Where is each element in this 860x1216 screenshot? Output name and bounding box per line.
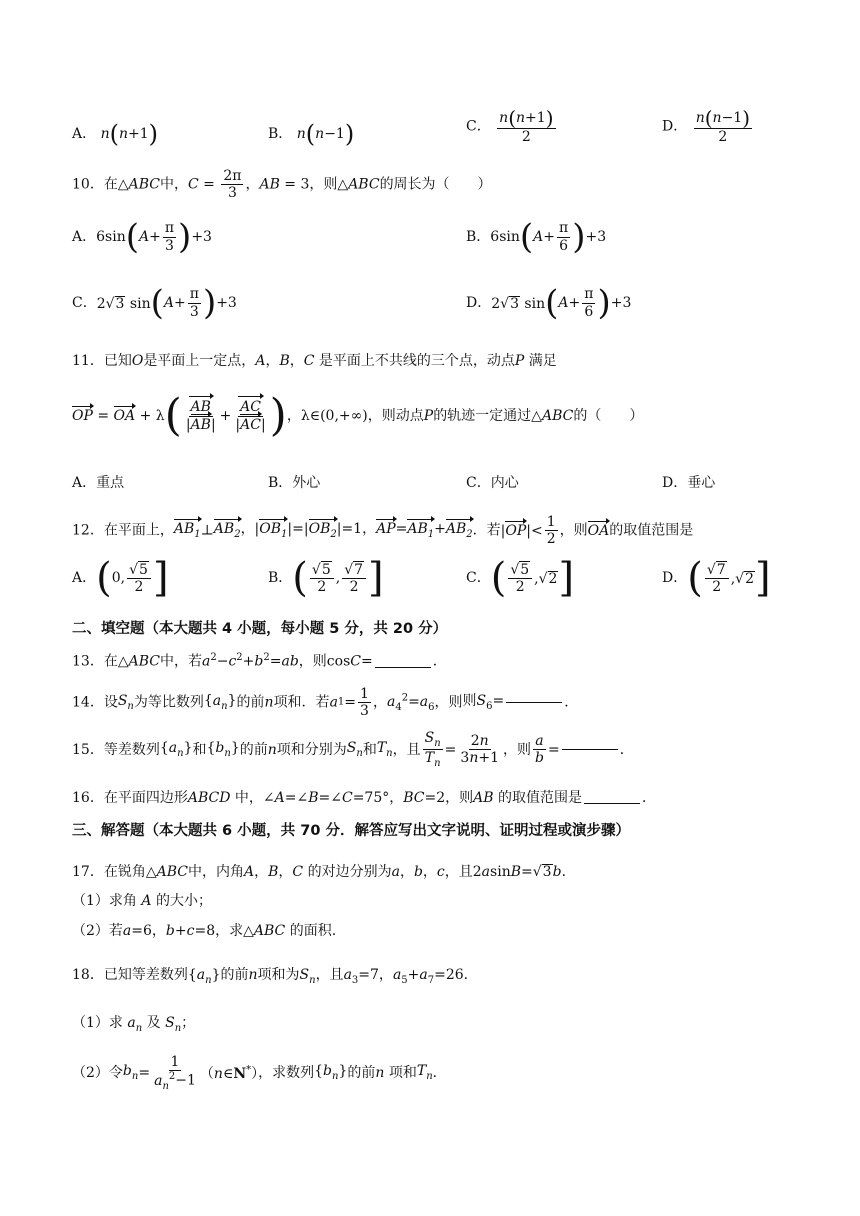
q10-options-cd <box>0 284 860 332</box>
q17: 17．在锐角△ABC中，内角A，B，C 的对边分别为a，b，c，且2asinB=√3b． （1）求角 A 的大小； （2）若a=6，b+c=8，求△ABC 的面积. <box>72 864 576 939</box>
q15-answer-blank[interactable] <box>562 749 618 750</box>
q12-option-c: C．( $\frac{√5}{2}$ ,√2] <box>466 555 575 601</box>
q12-option-a: A．(0, $\frac{√5}{2}$ ] <box>72 555 169 601</box>
q14: 14．设$S_n$为等比数列$\{a_n\}$的前n项和．若a1= $\frac{1}{3}$ ，$a_4^2=a_6$，则则$S_6=$ ． <box>72 686 579 720</box>
q10-option-b: B．6sin(A+ $\frac{\pi}{6}$ )+3 <box>466 217 607 257</box>
q11-option-a: A．重点 <box>72 475 125 491</box>
q9-option-d: D． $\frac{n(n-1)}{2}$ <box>662 106 751 145</box>
q18: 18．已知等差数列$\{a_n\}$的前n项和为$S_n$，且$a_3=7$，$a_5+a_7=26$． （1）求 $a_n$ 及 $S_n$； （2）令$b_n=$ $\frac{1}{a_n^2-1}$ （n∈N*），求数列$\{b_n\}$的前n 项和$T_n$． <box>72 967 478 1092</box>
q10-option-c: C．2√3 sin(A+ $\frac{\pi}{3}$ )+3 <box>72 283 237 323</box>
q11-stem-line2: OP = OA + λ( $\frac{AB}{|AB|}$ + $\frac{AC}{|AC|}$ )，λ∈(0,+∞)，则动点P的轨迹一定通过△ABC的（ ） <box>72 390 644 441</box>
q11-option-c: C．内心 <box>466 475 519 491</box>
section-answer-heading: 三、解答题（本大题共 6 小题，共 70 分．解答应写出文字说明、证明过程或演步骤） <box>72 823 630 839</box>
q9-option-b: B． n(n−1) <box>268 120 355 148</box>
q9-options <box>0 108 860 158</box>
q15: 15．等差数列$\{a_n\}$和$\{b_n\}$的前n项和分别为$S_n$和$T_n$，且 $\frac{S_n}{T_n}$ = $\frac{2n}{3n+1}$ ，则 $\frac{a}{b}$ = ． <box>72 730 634 770</box>
q10-stem: 10．在△ABC中，C = $\frac{2\pi}{3}$ ，AB = 3，则△ABC的周长为（ ） <box>72 168 492 202</box>
q12-option-d: D．( $\frac{√7}{2}$ ,√2] <box>662 555 771 601</box>
q10-option-d: D．2√3 sin(A+ $\frac{\pi}{6}$ )+3 <box>466 283 632 323</box>
q13-answer-blank[interactable] <box>375 667 431 668</box>
q12-stem: 12．在平面上，$AB_1\perp AB_2$，$|OB_1|=|OB_2|=1$，$AP=AB_1+AB_2$．若|OP|< $\frac{1}{2}$ ，则OA的取值范围是 <box>72 514 694 548</box>
q11-option-b: B．外心 <box>268 475 321 491</box>
q13: 13．在△ABC中，若$a^2-c^2+b^2=ab$，则cosC= ． <box>72 652 447 670</box>
section-fill-in-heading: 二、填空题（本大题共 4 小题，每小题 5 分，共 20 分） <box>72 621 448 637</box>
q12-options <box>0 554 860 608</box>
q14-answer-blank[interactable] <box>506 702 562 703</box>
q11-stem-line1: 11．已知O是平面上一定点，A，B，C 是平面上不共线的三个点，动点P 满足 <box>72 353 557 369</box>
q10-options-ab <box>0 218 860 266</box>
q16-answer-blank[interactable] <box>584 803 640 804</box>
q12-option-b: B．( $\frac{√5}{2}$ , $\frac{√7}{2}$ ] <box>268 555 384 601</box>
q11-option-d: D．垂心 <box>662 475 716 491</box>
q9-option-c: C． $\frac{n(n+1)}{2}$ <box>466 106 554 145</box>
q10-option-a: A．6sin(A+ $\frac{\pi}{3}$ )+3 <box>72 217 212 257</box>
q9-option-a: A． n(n+1) <box>72 120 159 148</box>
q16: 16．在平面四边形ABCD 中，∠A=∠B=∠C=75°，BC=2，则AB 的取值范围是 ． <box>72 790 657 806</box>
q11-options <box>0 474 860 496</box>
